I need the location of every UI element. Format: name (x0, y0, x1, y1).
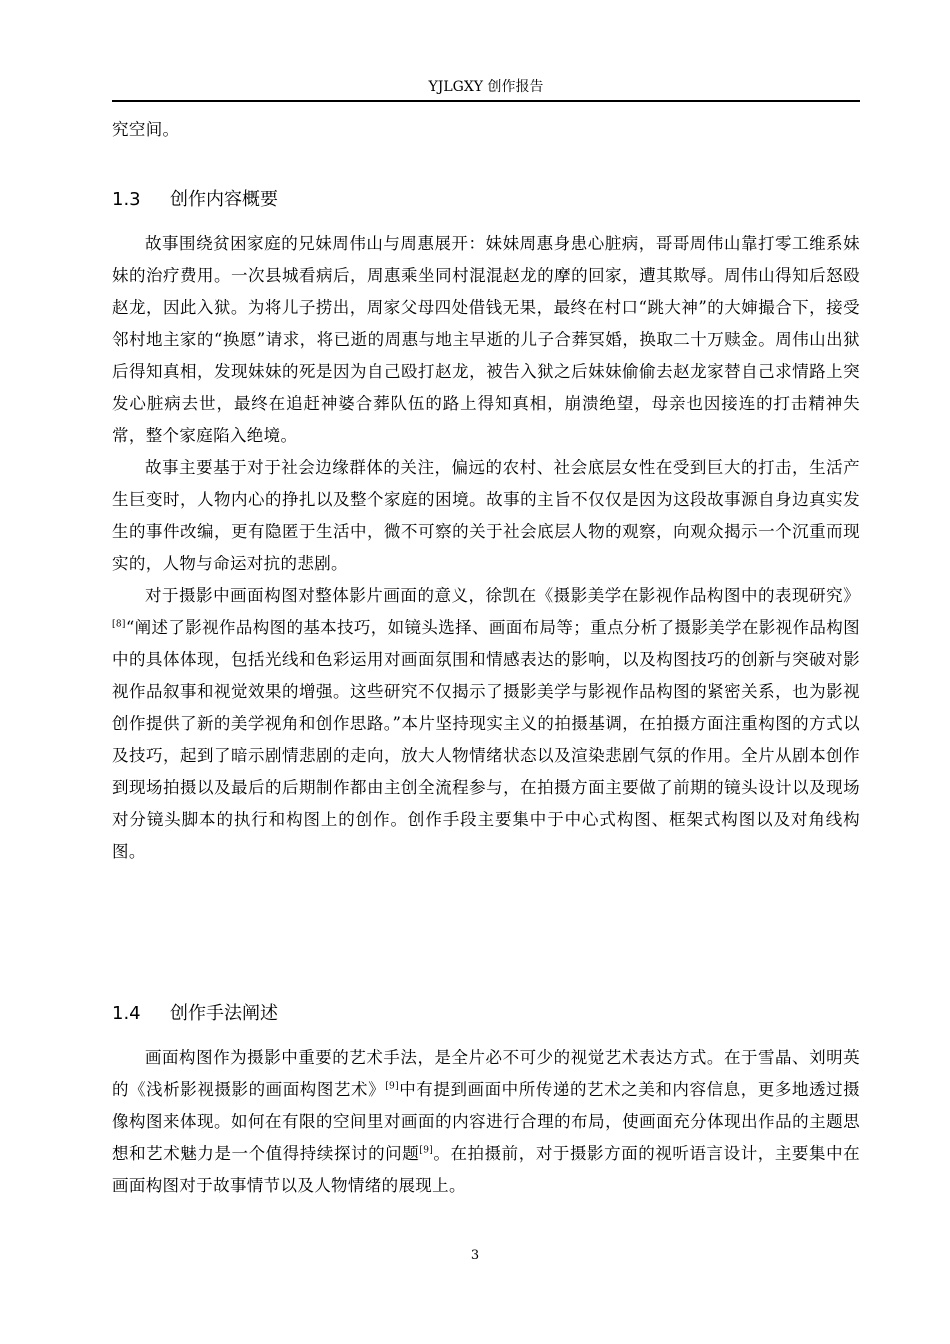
running-header: YJLGXY 创作报告 (428, 79, 544, 95)
citation-marker: [9] (385, 1081, 399, 1092)
citation-marker: [8] (112, 619, 126, 630)
section-number: 1.4 (112, 1003, 141, 1024)
continuation-block (112, 114, 860, 146)
body-paragraph-with-citation (112, 1042, 860, 1202)
paragraph-text: 。在拍摄前，对于摄影方面的视听语言设计，主要集中在画面构图对于故事情节以及人物情绪的展现上。 (112, 1144, 861, 1195)
paragraph-text: 画面构图作为摄影中重要的艺术手法，是全片必不可少的视觉艺术表达方式。在于雪晶、刘明英的《浅析影视摄影的画面构图艺术》 (112, 1048, 860, 1099)
paragraph-text: “阐述了影视作品构图的基本技巧，如镜头选择、画面布局等；重点分析了摄影美学在影视作品构图中的具体体现，包括光线和色彩运用对画面氛围和情感表达的影响，以及构图技巧的创新与突破对影视作品叙事和视觉效果的增强。这些研究不仅揭示了摄影美学与影视作品构图的紧密关系，也为影视创作提供了新的美学视角和创作思路。”本片坚持现实主义的拍摄基调，在拍摄方面注重构图的方式以及技巧，起到了暗示剧情悲剧的走向，放大人物情绪状态以及渲染悲剧气氛的作用。全片从剧本创作到现场拍摄以及最后的后期制作都由主创全流程参与，在拍摄方面主要做了前期的镜头设计以及现场对分镜头脚本的执行和构图上的创作。创作手段主要集中于中心式构图、框架式构图以及对角线构图。 (112, 618, 860, 861)
body-paragraph-with-citation (112, 580, 860, 868)
section-heading-1-4 (112, 1002, 278, 1026)
section-title: 创作内容概要 (170, 189, 278, 210)
section-heading-1-3 (112, 188, 278, 212)
section-number: 1.3 (112, 189, 141, 210)
paragraph-text: 对于摄影中画面构图对整体影片画面的意义，徐凯在《摄影美学在影视作品构图中的表现研究》 (145, 586, 860, 605)
paragraph-text: 中有提到画面中所传递的艺术之美和内容信息，更多地透过摄像构图来体现。如何在有限的空间里对画面的内容进行合理的布局，使画面充分体现出作品的主题思想和艺术魅力是一个值得持续探讨的问题 (112, 1080, 860, 1163)
section-title: 创作手法阐述 (170, 1003, 278, 1024)
section-body-1-4 (112, 1042, 860, 1202)
body-paragraph: 故事围绕贫困家庭的兄妹周伟山与周惠展开：妹妹周惠身患心脏病，哥哥周伟山靠打零工维系妹妹的治疗费用。一次县城看病后，周惠乘坐同村混混赵龙的摩的回家，遭其欺辱。周伟山得知后怒殴赵龙，因此入狱。为将儿子捞出，周家父母四处借钱无果，最终在村口“跳大神”的大婶撮合下，接受邻村地主家的“换愿”请求，将已逝的周惠与地主早逝的儿子合葬冥婚，换取二十万赎金。周伟山出狱后得知真相，发现妹妹的死是因为自己殴打赵龙，被告入狱之后妹妹偷偷去赵龙家替自己求情路上突发心脏病去世，最终在追赶神婆合葬队伍的路上得知真相，崩溃绝望，母亲也因接连的打击精神失常，整个家庭陷入绝境。 (112, 234, 860, 445)
page-number: 3 (470, 1248, 480, 1263)
citation-marker: [9] (419, 1145, 434, 1156)
header-rule (112, 100, 860, 102)
body-paragraph: 故事主要基于对于社会边缘群体的关注，偏远的农村、社会底层女性在受到巨大的打击，生活产生巨变时，人物内心的挣扎以及整个家庭的困境。故事的主旨不仅仅是因为这段故事源自身边真实发生的事件改编，更有隐匿于生活中，微不可察的关于社会底层人物的观察，向观众揭示一个沉重而现实的，人物与命运对抗的悲剧。 (112, 458, 860, 573)
continuation-text: 究空间。 (112, 120, 180, 139)
section-body-1-3 (112, 228, 860, 868)
